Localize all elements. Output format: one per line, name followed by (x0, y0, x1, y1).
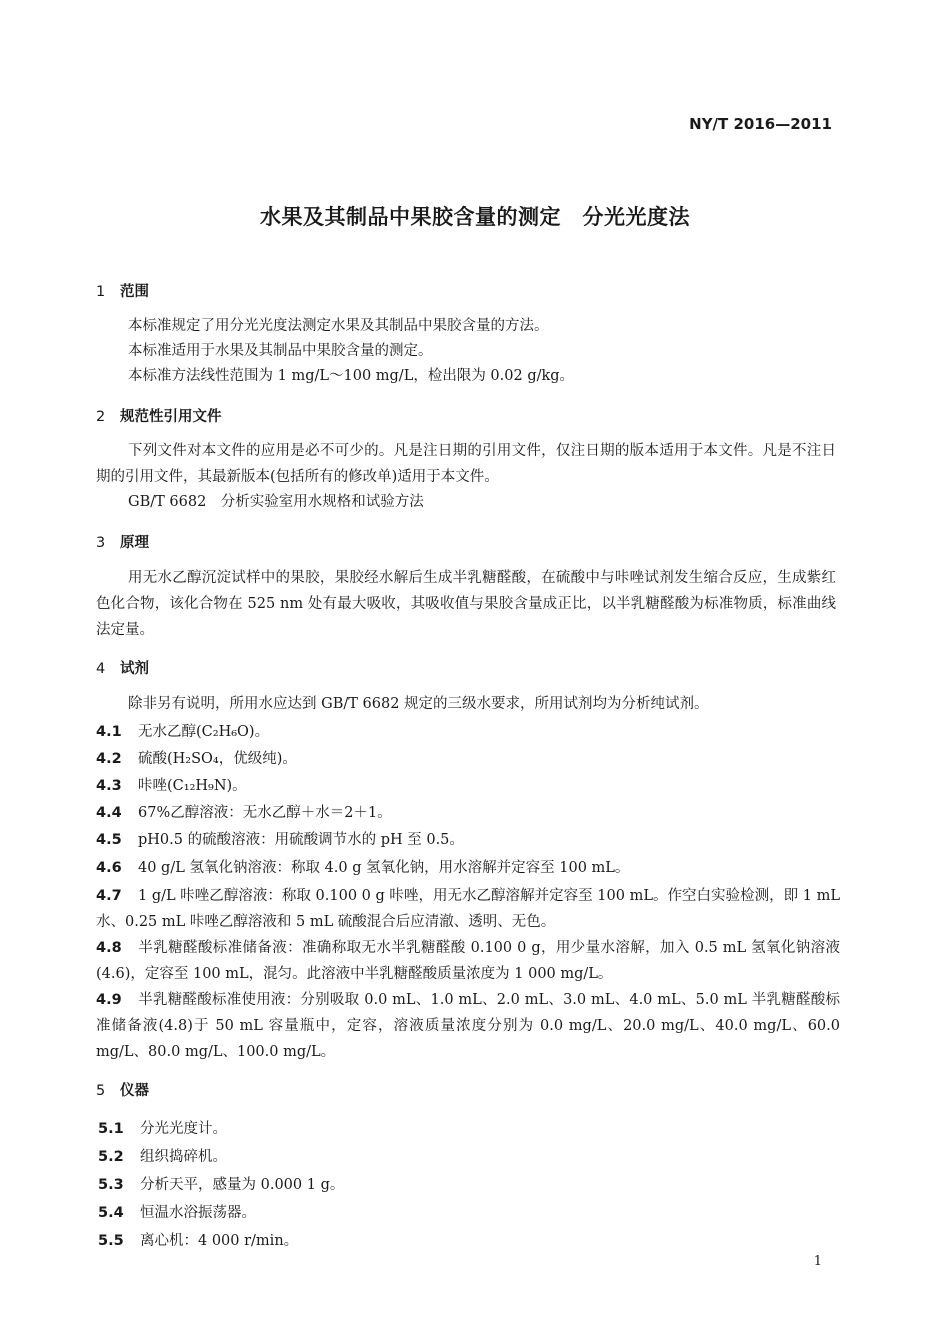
section-number: 3 (96, 535, 106, 551)
item-text: 67%乙醇溶液：无水乙醇＋水＝2＋1。 (138, 805, 392, 821)
section-title: 试剂 (120, 661, 149, 677)
list-item (98, 1200, 842, 1226)
item-text: 分析天平，感量为 0.000 1 g。 (140, 1177, 345, 1193)
item-number: 4.2 (96, 751, 122, 767)
section-number: 2 (96, 409, 106, 425)
section-title: 范围 (120, 284, 149, 300)
page-number: 1 (813, 1254, 822, 1269)
item-text: 离心机：4 000 r/min。 (140, 1233, 299, 1249)
item-text: 1 g/L 咔唑乙醇溶液：称取 0.100 0 g 咔唑，用无水乙醇溶解并定容至 100 mL。作空白实验检测，即 1 mL 水、0.25 mL 咔唑乙醇溶液和 5 mL 硫酸混合后应清澈、透明、无色。 (96, 888, 840, 930)
item-text: 分光光度计。 (140, 1121, 227, 1137)
item-number: 5.4 (98, 1205, 124, 1221)
list-item (96, 800, 840, 826)
item-number: 4.9 (96, 992, 122, 1008)
standard-number: NY/T 2016—2011 (689, 115, 832, 133)
section-number: 5 (96, 1083, 106, 1099)
item-number: 4.3 (96, 778, 122, 794)
item-number: 5.3 (98, 1177, 124, 1193)
item-number: 5.5 (98, 1233, 124, 1249)
list-item (96, 746, 840, 772)
item-text: 半乳糖醛酸标准储备液：准确称取无水半乳糖醛酸 0.100 0 g，用少量水溶解，加入 0.5 mL 氢氧化钠溶液(4.6)，定容至 100 mL，混匀。此溶液中半乳糖醛酸质量浓度为 1 000 mg/L。 (96, 940, 840, 982)
paragraph: 下列文件对本文件的应用是必不可少的。凡是注日期的引用文件，仅注日期的版本适用于本文件。凡是不注日期的引用文件，其最新版本(包括所有的修改单)适用于本文件。 (96, 443, 836, 485)
item-text: 硫酸(H₂SO₄，优级纯)。 (138, 751, 297, 767)
section-number: 4 (96, 661, 106, 677)
section-heading-apparatus (96, 1079, 149, 1100)
item-number: 5.2 (98, 1149, 124, 1165)
section-heading-principle (96, 531, 149, 552)
list-item (98, 1172, 842, 1198)
list-item (98, 1228, 842, 1254)
item-number: 4.1 (96, 724, 122, 740)
list-item (96, 719, 840, 745)
list-item (96, 773, 840, 799)
item-text: 无水乙醇(C₂H₆O)。 (138, 724, 270, 740)
paragraph: 除非另有说明，所用水应达到 GB/T 6682 规定的三级水要求，所用试剂均为分析纯试剂。 (128, 696, 709, 712)
item-text: 40 g/L 氢氧化钠溶液：称取 4.0 g 氢氧化钠，用水溶解并定容至 100 mL。 (138, 860, 630, 876)
section-title: 仪器 (120, 1083, 149, 1099)
item-text: 组织捣碎机。 (140, 1149, 227, 1165)
item-number: 4.6 (96, 860, 122, 876)
section-heading-reagents (96, 657, 149, 678)
item-text: 半乳糖醛酸标准使用液：分别吸取 0.0 mL、1.0 mL、2.0 mL、3.0 mL、4.0 mL、5.0 mL 半乳糖醛酸标准储备液(4.8)于 50 mL 容量瓶中，定容，溶液质量浓度分别为 0.0 mg/L、20.0 mg/L、40.0 mg/L、60.0 mg/L、80.0 mg/L、100.0 mg/L。 (96, 992, 840, 1060)
paragraph: 用无水乙醇沉淀试样中的果胶，果胶经水解后生成半乳糖醛酸，在硫酸中与咔唑试剂发生缩合反应，生成紫红色化合物，该化合物在 525 nm 处有最大吸收，其吸收值与果胶含量成正比，以半乳糖醛酸为标准物质，标准曲线法定量。 (96, 570, 836, 638)
item-number: 4.7 (96, 888, 122, 904)
list-item (96, 935, 840, 987)
list-item (96, 827, 840, 853)
item-number: 4.8 (96, 940, 122, 956)
list-item (96, 987, 840, 1065)
paragraph: 本标准方法线性范围为 1 mg/L～100 mg/L，检出限为 0.02 g/kg。 (128, 368, 575, 384)
item-number: 4.4 (96, 805, 122, 821)
normative-reference: GB/T 6682 分析实验室用水规格和试验方法 (128, 494, 424, 510)
list-item (98, 1144, 842, 1170)
section-title: 原理 (120, 535, 149, 551)
section-heading-scope (96, 280, 149, 301)
paragraph: 本标准适用于水果及其制品中果胶含量的测定。 (128, 343, 433, 359)
item-text: 咔唑(C₁₂H₉N)。 (138, 778, 247, 794)
section-heading-references (96, 405, 222, 426)
document-title: 水果及其制品中果胶含量的测定 分光光度法 (260, 205, 690, 229)
item-number: 4.5 (96, 832, 122, 848)
section-title: 规范性引用文件 (120, 409, 222, 425)
list-item (98, 1116, 842, 1142)
item-text: pH0.5 的硫酸溶液：用硫酸调节水的 pH 至 0.5。 (138, 832, 464, 848)
list-item (96, 883, 840, 935)
paragraph: 本标准规定了用分光光度法测定水果及其制品中果胶含量的方法。 (128, 318, 549, 334)
section-number: 1 (96, 284, 106, 300)
list-item (96, 855, 840, 881)
item-text: 恒温水浴振荡器。 (140, 1205, 256, 1221)
item-number: 5.1 (98, 1121, 124, 1137)
